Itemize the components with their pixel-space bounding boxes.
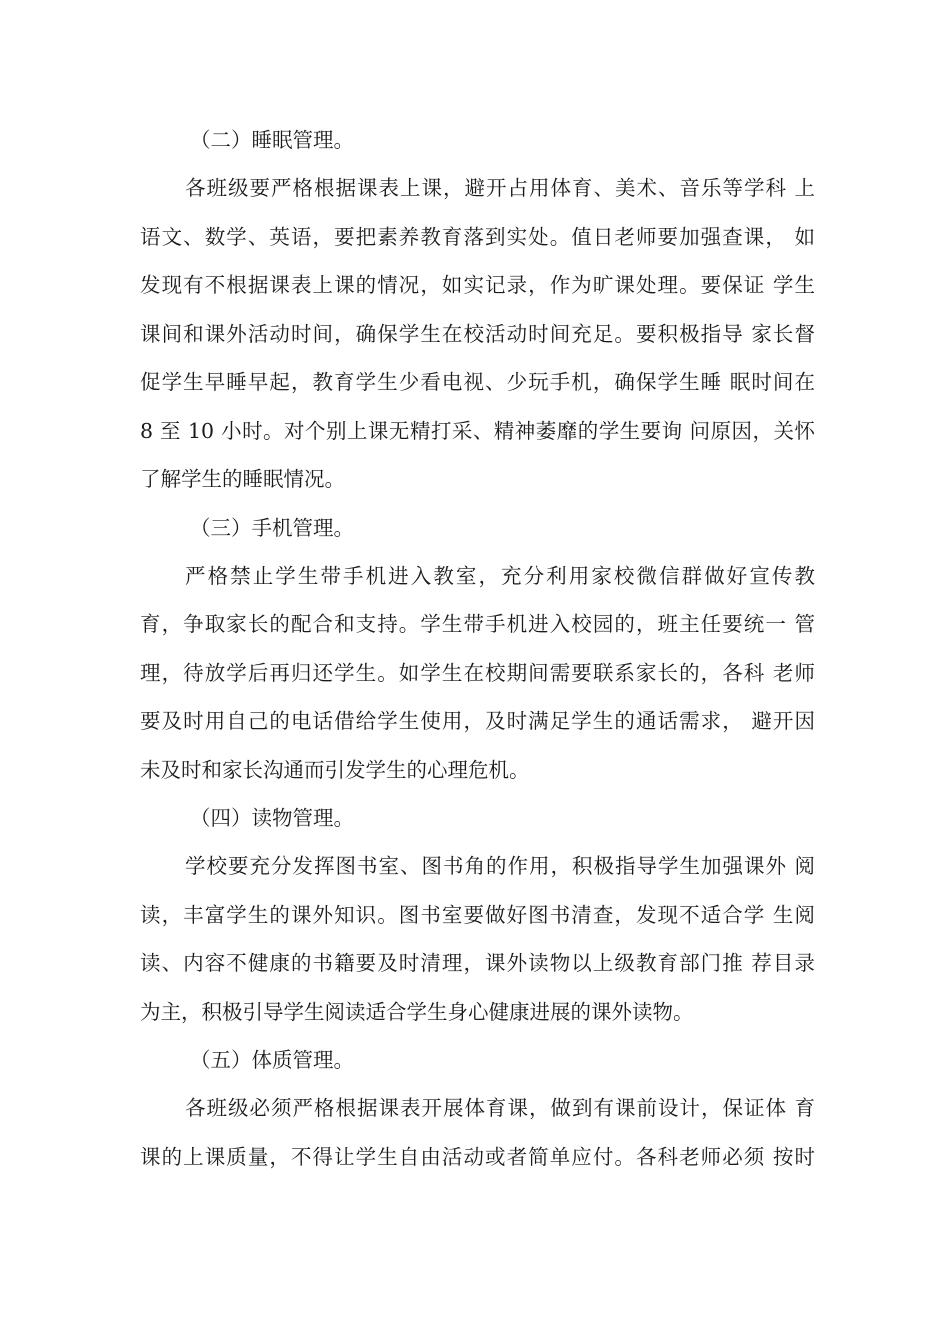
text-line: 各班级要严格根据课表上课，避开占用体育、美术、音乐等学科 上 xyxy=(185,176,815,200)
text-line: 8 至 10 小时。对个别上课无精打采、精神萎靡的学生要询 问原因，关怀 xyxy=(140,418,815,443)
text-line: 读、内容不健康的书籍要及时清理，课外读物以上级教育部门推 荐目录 xyxy=(140,951,815,975)
text-line: 语文、数学、英语，要把素养教育落到实处。值日老师要加强查课， 如 xyxy=(140,224,815,249)
text-line: 未及时和家长沟通而引发学生的心理危机。 xyxy=(140,757,530,782)
section-heading-phone: （三）手机管理。 xyxy=(190,515,354,540)
section-heading-fitness: （五）体质管理。 xyxy=(190,1048,354,1072)
text-line: 课的上课质量，不得让学生自由活动或者简单应付。各科老师必须 按时 xyxy=(140,1144,815,1169)
text-line: 为主，积极引导学生阅读适合学生身心健康进展的课外读物。 xyxy=(140,999,694,1024)
paragraph-phone xyxy=(140,552,815,795)
text-line: 理，待放学后再归还学生。如学生在校期间需要联系家长的，各科 老师 xyxy=(140,660,815,685)
text-line: 发现有不根据课表上课的情况，如实记录，作为旷课处理。要保证 学生 xyxy=(140,273,815,297)
text-line: 各班级必须严格根据课表开展体育课，做到有课前设计，保证体 育 xyxy=(185,1096,815,1120)
text-line: 了解学生的睡眠情况。 xyxy=(140,467,345,491)
paragraph-fitness xyxy=(140,1084,815,1181)
text-line: 促学生早睡早起，教育学生少看电视、少玩手机，确保学生睡 眠时间在 xyxy=(140,370,815,394)
text-line: 严格禁止学生带手机进入教室，充分利用家校微信群做好宣传教 xyxy=(185,563,815,588)
document-body xyxy=(140,116,815,1181)
section-heading-reading: （四）读物管理。 xyxy=(190,806,354,830)
text-line: 学校要充分发挥图书室、图书角的作用，积极指导学生加强课外 阅 xyxy=(185,854,815,878)
section-heading-sleep: （二）睡眠管理。 xyxy=(190,128,354,152)
text-line: 读，丰富学生的课外知识。图书室要做好图书清查，发现不适合学 生阅 xyxy=(140,902,815,927)
text-line: 课间和课外活动时间，确保学生在校活动时间充足。要积极指导 家长督 xyxy=(140,321,815,346)
paragraph-sleep xyxy=(140,164,815,504)
text-line: 要及时用自己的电话借给学生使用，及时满足学生的通话需求， 避开因 xyxy=(140,709,815,733)
text-line: 育，争取家长的配合和支持。学生带手机进入校园的，班主任要统一 管 xyxy=(140,612,815,636)
paragraph-reading xyxy=(140,842,815,1036)
